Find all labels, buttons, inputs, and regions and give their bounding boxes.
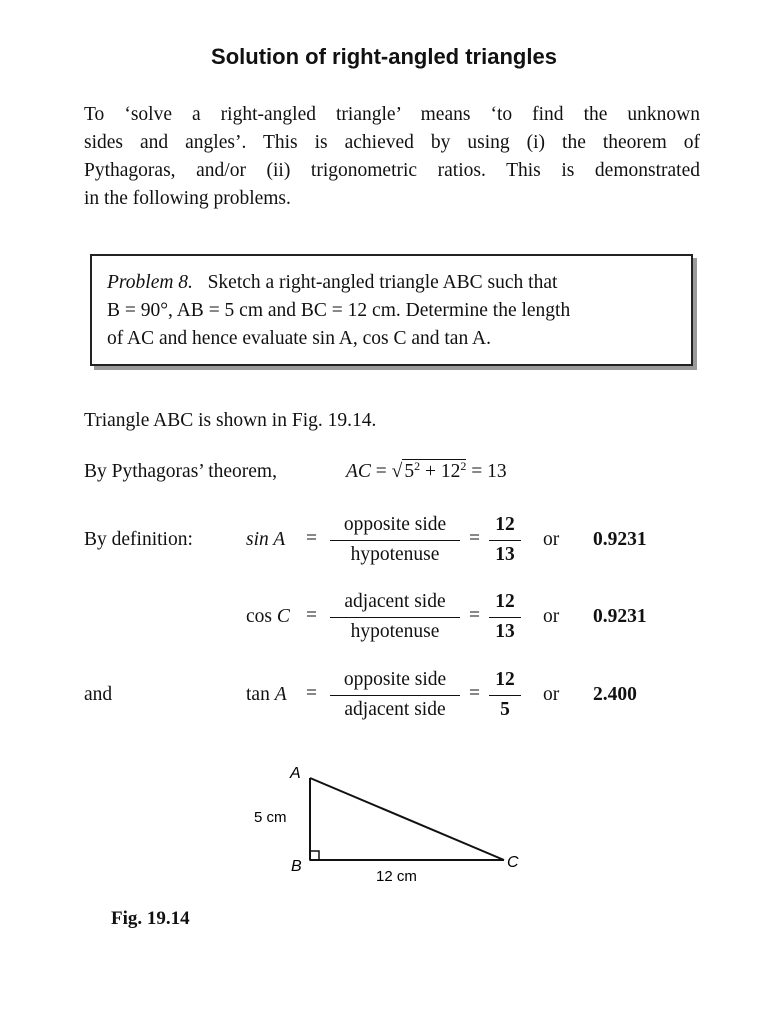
or-word: or [543,606,560,627]
vertex-b-label: B [291,858,302,875]
equals-sign: = [469,683,480,704]
triangle-shown-statement: Triangle ABC is shown in Fig. 19.14. [84,410,377,431]
tan-a-label: tan A [246,684,287,705]
sin-a-word-fraction [330,513,460,567]
problem-line-2: B = 90°, AB = 5 cm and BC = 12 cm. Determine the length [107,300,571,321]
cos-c-numerator: adjacent side [344,591,446,612]
right-angle-marker [310,851,319,860]
or-word: or [543,529,560,550]
tan-a-word-fraction [330,668,460,722]
sin-a-label: sin A [246,529,286,550]
intro-line: To ‘solve a right-angled triangle’ means ‘to find the unknown [84,104,700,125]
vertex-a-label: A [290,765,301,782]
equals-sign: = [306,605,317,626]
sin-a-num-value: 12 [495,514,515,535]
pythagoras-equation: AC = √ $5^2 + 12^2 = 13$ [346,459,507,482]
problem-line-1 [107,269,677,297]
tan-a-decimal: 2.400 [593,684,637,705]
tan-a-num-value: 12 [495,669,515,690]
cos-c-decimal: 0.9231 [593,606,647,627]
cos-c-word-fraction [330,590,460,644]
intro-line: in the following problems. [84,188,291,209]
sin-a-den-value: 13 [489,540,521,567]
tan-a-number-fraction [489,668,521,722]
side-ab-label: 5 cm [254,809,287,826]
cos-c-number-fraction [489,590,521,644]
intro-line: Pythagoras, and/or (ii) trigonometric ratios. This is demonstrated [84,160,700,181]
sin-a-number-fraction [489,513,521,567]
triangle-diagram [240,760,540,890]
or-word: or [543,684,560,705]
equals-sign: = [306,683,317,704]
side-bc-label: 12 cm [376,868,417,885]
intro-line: sides and angles’. This is achieved by using (i) the theorem of [84,132,700,153]
problem-statement [107,269,677,353]
and-label: and [84,684,113,705]
figure-caption: Fig. 19.14 [111,908,190,929]
page-title: Solution of right-angled triangles [211,44,557,69]
sin-a-numerator: opposite side [343,514,447,535]
intro-paragraph [84,101,700,213]
problem-line-3: of AC and hence evaluate sin A, cos C and tan A. [107,328,491,349]
sin-a-decimal: 0.9231 [593,529,647,550]
tan-a-den-value: 5 [489,695,521,722]
sin-a-denominator: hypotenuse [330,540,460,567]
cos-c-denominator: hypotenuse [330,617,460,644]
equals-sign: = [469,528,480,549]
vertex-c-label: C [507,854,519,871]
cos-c-den-value: 13 [489,617,521,644]
tan-a-numerator: opposite side [343,669,447,690]
problem-label: Problem 8. [107,272,193,293]
pythagoras-label: By Pythagoras’ theorem, [84,461,277,482]
equals-sign: = [469,605,480,626]
cos-c-num-value: 12 [495,591,515,612]
by-definition-label: By definition: [84,529,193,550]
pythagoras-equation-text [340,458,349,459]
tan-a-denominator: adjacent side [330,695,460,722]
cos-c-label: cos C [246,606,290,627]
side-ac [310,778,504,860]
problem-text-1: Sketch a right-angled triangle ABC such that [207,272,558,293]
equals-sign: = [306,528,317,549]
